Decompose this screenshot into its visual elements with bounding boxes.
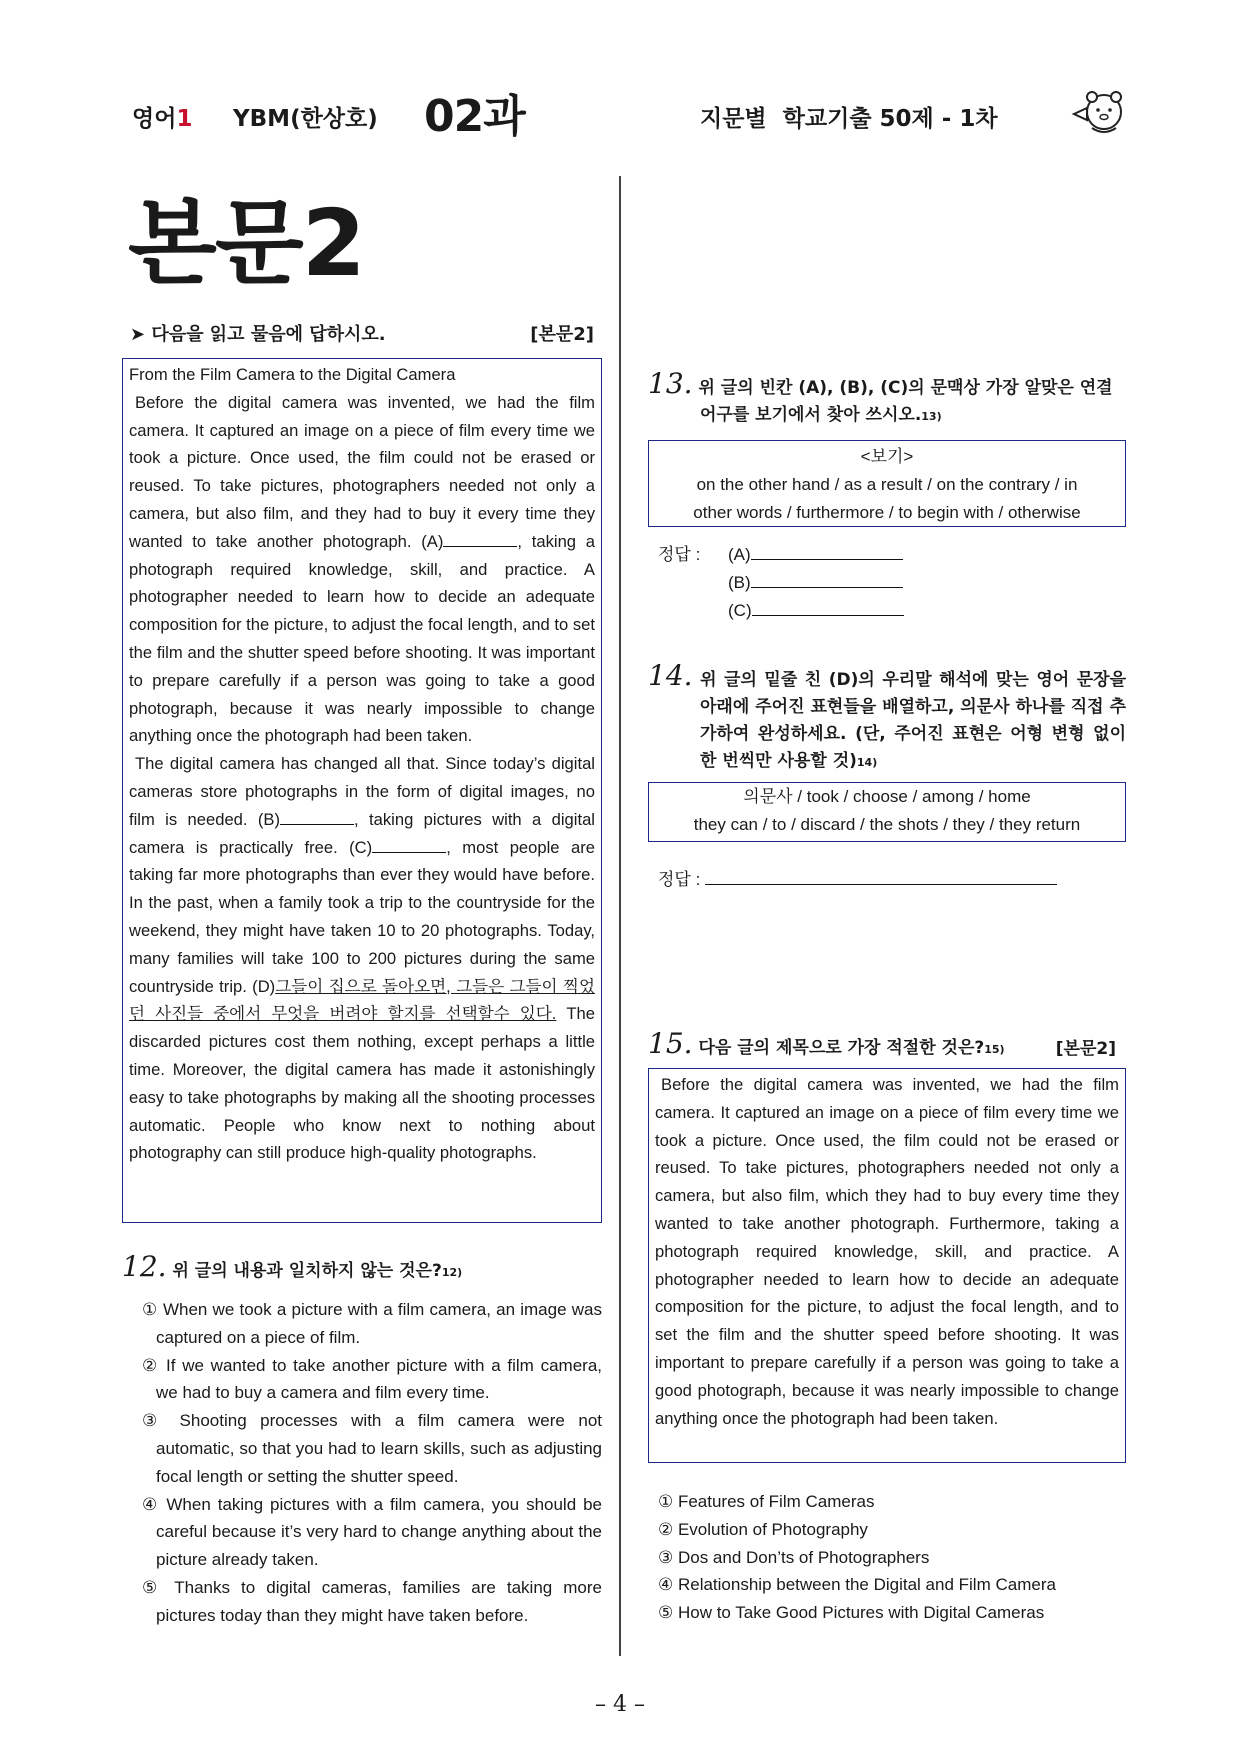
q12-option-4[interactable]: ④ When taking pictures with a film camera, you should be careful because it’s very hard to change anything about the picture already taken. [142, 1494, 602, 1570]
question-12-number: 12. [122, 1250, 167, 1283]
blank-c-label: (C) [349, 837, 373, 857]
choices-line-1: on the other hand / as a result / on the contrary / in [696, 475, 1078, 494]
subject-label: 영어1 [132, 106, 193, 132]
q15-option-4[interactable]: ④ Relationship between the Digital and Film Camera [658, 1575, 1056, 1595]
expressions-box [648, 782, 1126, 842]
q15-option-3[interactable]: ③ Dos and Don’ts of Photographers [658, 1547, 930, 1567]
q15-option-1[interactable]: ① Features of Film Cameras [658, 1492, 875, 1511]
q15-option-2[interactable]: ② Evolution of Photography [658, 1519, 868, 1539]
blank-a-label: (A) [421, 531, 444, 551]
d-label: (D) [252, 976, 276, 996]
question-15-number: 15. [648, 1027, 693, 1060]
q12-option-2[interactable]: ② If we wanted to take another picture with a film camera, we had to buy a camera and film every time. [142, 1355, 602, 1403]
blank-b [280, 810, 354, 825]
question-15-header: 15. 다음 글의 제목으로 가장 적절한 것은?15) [본문2] [648, 1030, 1126, 1063]
exam-title: 지문별 학교기출 50제 - 1차 [700, 106, 998, 132]
bear-mascot-icon [1070, 84, 1130, 140]
question-15-options [658, 1488, 1128, 1627]
q14-answer-label: 정답 : [658, 870, 701, 889]
question-14-text: 위 글의 밑줄 친 (D)의 우리말 해석에 맞는 영어 문장을 아래에 주어진 표현들을 배열하고, 의문사 하나를 직접 추가하여 완성하세요. (단, 주어진 표현은 어형 변형 없이 한 번씩만 사용할 것) [700, 670, 1127, 771]
q14-answer-line[interactable] [705, 868, 1057, 885]
q13-answer-area [648, 541, 1126, 627]
passage-paragraph-2: The digital camera has changed all that. Since today’s digital cameras store photographs in the form of digital images, no film is needed. (B) , taking pictures with a digital camera is practically free. (C) , most people are taking far more photographs than ever they would have before. In the past, when a family took a trip to the countryside for the weekend, they might have taken 10 to 20 photographs. Today, many families will take 100 to 200 pictures during the same countryside trip. (D)그들이 집으로 돌아오면, 그들은 그들이 찍었던 사진들 중에서 무엇을 버려야 할지를 선택할수 있다. The discarded pictures cost them nothing, except perhaps a little time. Moreover, the digital camera has made it astonishingly easy to take photographs by making all the shooting processes automatic. People who know next to nothing about photography can still produce high-quality photographs. [129, 754, 595, 1163]
expressions-line-1: 의문사 / took / choose / among / home [743, 787, 1031, 806]
question-13-number: 13. [648, 367, 693, 400]
reading-passage [122, 358, 602, 1223]
underlined-d-sentence: 그들이 집으로 돌아오면, 그들은 그들이 찍었던 사진들 중에서 무엇을 버려야 할지를 선택할수 있다. [129, 976, 595, 1024]
section-title: 본문2 [128, 190, 364, 297]
question-12-options [122, 1296, 602, 1630]
q13-answer-c[interactable]: (C) [728, 597, 904, 625]
q13-answer-a[interactable]: (A) [728, 541, 903, 569]
q12-option-3[interactable]: ③ Shooting processes with a film camera were not automatic, so that you had to learn skills, such as adjusting focal length or setting the shutter speed. [142, 1411, 602, 1486]
question-15-tag: [본문2] [1055, 1039, 1116, 1059]
passage-title: From the Film Camera to the Digital Camera [129, 365, 456, 384]
column-divider [619, 176, 621, 1656]
publisher-label: YBM(한상호) [233, 106, 378, 132]
question-13-text: 위 글의 빈칸 (A), (B), (C)의 문맥상 가장 알맞은 연결어구를 보기에서 찾아 쓰시오. [698, 378, 1113, 425]
q13-answer-b[interactable]: (B) [728, 569, 903, 597]
question-12-text: 위 글의 내용과 일치하지 않는 것은? [172, 1261, 442, 1281]
expressions-line-2: they can / to / discard / the shots / they / they return [693, 815, 1081, 834]
question-14-number: 14. [648, 659, 693, 692]
blank-a [443, 532, 517, 547]
question-15-passage [648, 1068, 1126, 1463]
question-14: 14. 위 글의 밑줄 친 (D)의 우리말 해석에 맞는 영어 문장을 아래에 주어진 표현들을 배열하고, 의문사 하나를 직접 추가하여 완성하세요. (단, 주어진 표현은 어형 변형 없이 한 번씩만 사용할 것)14) 의문사 / took / choose / among / home they can / to / discard / the shots / they / they return 정답 : [648, 662, 1126, 894]
choices-line-2: other words / furthermore / to begin with / otherwise [693, 503, 1081, 522]
q15-passage-text: Before the digital camera was invented, we had the film camera. It captured an image on a piece of film every time we took a picture. Once used, the film could not be erased or reused. To take pictures, photographers needed not only a camera, but also film, which they had to buy every time they wanted to take another photograph. Furthermore, taking a photograph required knowledge, skill, and practice. A photographer needed to learn how to decide an adequate composition for the picture, to adjust the focal length, and to set the film and the shutter speed before shooting. It was important to prepare carefully if a person was going to take a good photograph, because it was nearly impossible to change anything once the photograph had been taken. [655, 1075, 1119, 1428]
q14-answer-area[interactable] [648, 866, 1126, 894]
question-13: 13. 위 글의 빈칸 (A), (B), (C)의 문맥상 가장 알맞은 연결어구를 보기에서 찾아 쓰시오.13) <보기> on the other hand / as a result / on the contrary / in other words / furthermore / to begin with / otherwise 정답 : (A) (B) (C) [648, 370, 1126, 627]
q13-answer-label: 정답 : [658, 545, 701, 564]
blank-c [372, 838, 446, 853]
q15-option-5[interactable]: ⑤ How to Take Good Pictures with Digital Cameras [658, 1603, 1045, 1623]
question-15-text: 다음 글의 제목으로 가장 적절한 것은? [698, 1038, 985, 1058]
lesson-number: 02과 [424, 91, 525, 142]
instruction-tag: [본문2] [530, 324, 594, 345]
page-number: – 4 – [595, 1692, 645, 1717]
blank-b-label: (B) [257, 809, 281, 829]
choices-box [648, 440, 1126, 527]
question-12: 12. 위 글의 내용과 일치하지 않는 것은?12) ① When we took a picture with a film camera, an image was captured on a piece of film. ② If we wanted to take another picture with a film camera, we had to buy a camera and film every time. ③ Shooting processes with a film camera were not automatic, so that you had to learn skills, such as adjusting focal length or setting the shutter speed. ④ When taking pictures with a film camera, you should be careful because it’s very hard to change anything about the picture already taken. ⑤ Thanks to digital cameras, families are taking more pictures today than they might have taken before. [122, 1253, 602, 1630]
q12-option-1[interactable]: ① When we took a picture with a film camera, an image was captured on a piece of film. [142, 1300, 602, 1347]
passage-paragraph-1: Before the digital camera was invented, we had the film camera. It captured an image on a piece of film every time we took a picture. Once used, the film could not be erased or reused. To take pictures, photographers needed not only a camera, but also film, and they had to buy it every time they wanted to take another photograph. (A) , taking a photograph required knowledge, skill, and practice. A photographer needed to learn how to decide an adequate composition for the picture, to adjust the focal length, and to set the film and the shutter speed before shooting. It was important to prepare carefully if a person was going to take a good photograph, because it was nearly impossible to change anything once the photograph had been taken. [129, 392, 595, 746]
instruction-text: ➤ 다음을 읽고 물음에 답하시오. [130, 324, 386, 345]
choices-box-title: <보기> [860, 447, 914, 466]
q12-option-5[interactable]: ⑤ Thanks to digital cameras, families are taking more pictures today than they might have taken before. [142, 1577, 602, 1625]
instruction [130, 320, 594, 346]
